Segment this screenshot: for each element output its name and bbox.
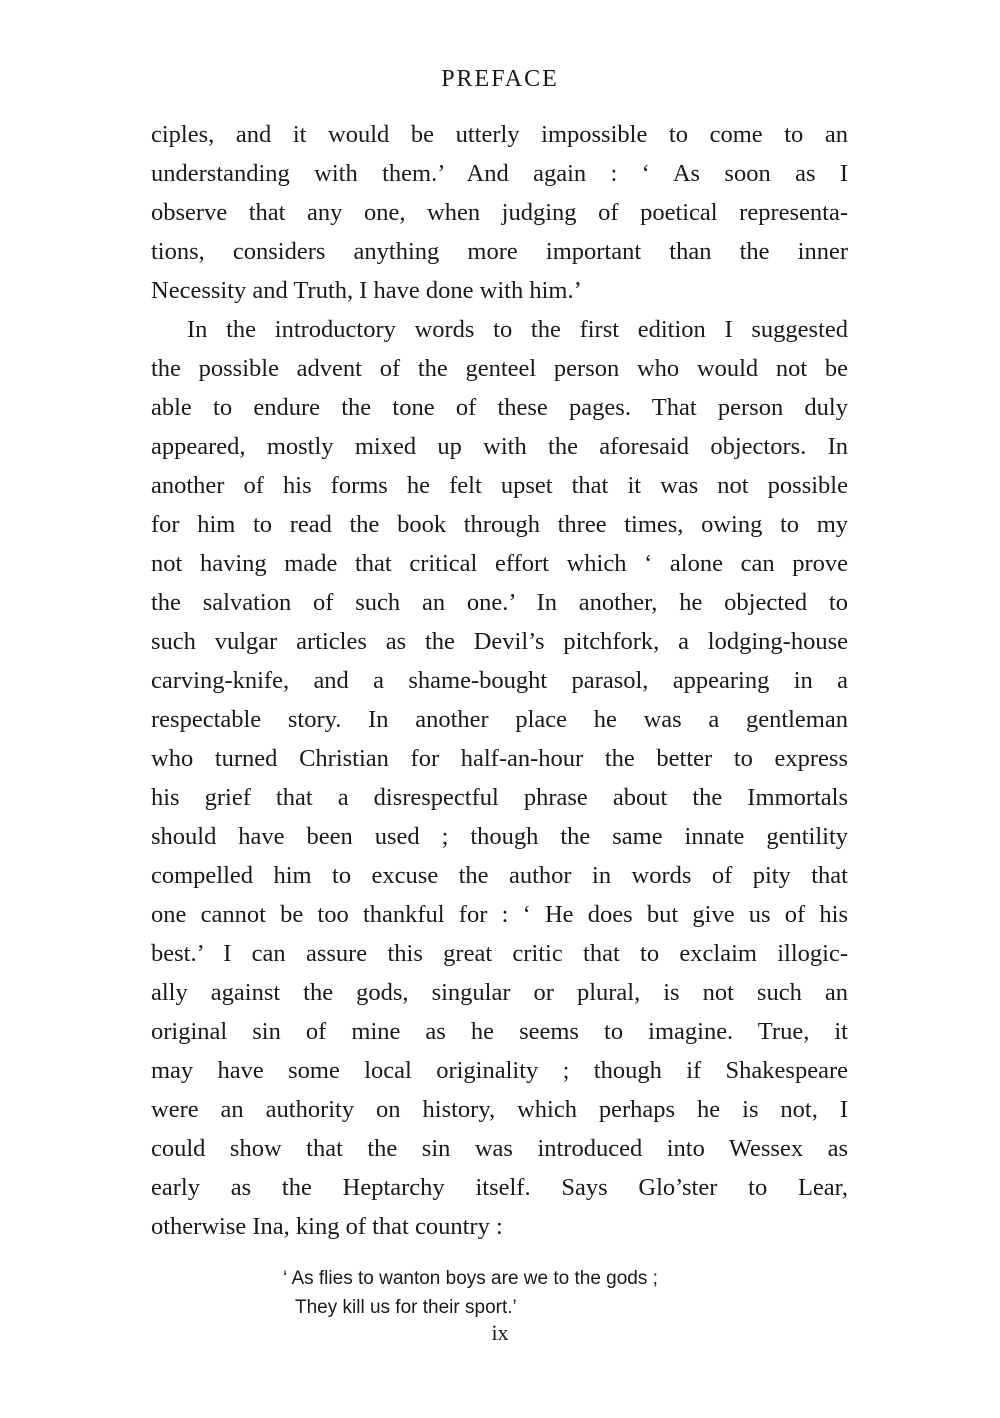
quotation-line: ‘ As flies to wanton boys are we to the gods ; [283, 1268, 658, 1289]
text-line: tions, considers anything more important than the inner [151, 238, 848, 265]
text-line: could show that the sin was introduced into Wessex as [151, 1135, 848, 1162]
text-line: not having made that critical effort which ‘ alone can prove [151, 550, 848, 577]
text-line: who turned Christian for half-an-hour the better to express [151, 745, 848, 772]
paragraph-first-line: In the introductory words to the first edition I suggested [187, 316, 848, 343]
text-line: original sin of mine as he seems to imagine. True, it [151, 1018, 848, 1045]
text-line: carving-knife, and a shame-bought parasol, appearing in a [151, 667, 848, 694]
text-line: respectable story. In another place he was a gentleman [151, 706, 848, 733]
text-line: his grief that a disrespectful phrase about the Immortals [151, 784, 848, 811]
text-line: one cannot be too thankful for : ‘ He does but give us of his [151, 901, 848, 928]
text-line: the possible advent of the genteel person who would not be [151, 355, 848, 382]
text-line: appeared, mostly mixed up with the aforesaid objectors. In [151, 433, 848, 460]
text-line: compelled him to excuse the author in words of pity that [151, 862, 848, 889]
text-line: Necessity and Truth, I have done with him.’ [151, 277, 582, 304]
block-quotation [283, 1264, 763, 1322]
text-line: the salvation of such an one.’ In another, he objected to [151, 589, 848, 616]
body-text [151, 115, 848, 1246]
text-line: otherwise Ina, king of that country : [151, 1213, 503, 1240]
text-line: able to endure the tone of these pages. That person duly [151, 394, 848, 421]
text-line: such vulgar articles as the Devil’s pitchfork, a lodging-house [151, 628, 848, 655]
text-line: best.’ I can assure this great critic that to exclaim illogic- [151, 940, 848, 967]
text-line: for him to read the book through three times, owing to my [151, 511, 848, 538]
running-head: PREFACE [441, 66, 559, 92]
text-line: observe that any one, when judging of poetical representa- [151, 199, 848, 226]
text-line: should have been used ; though the same innate gentility [151, 823, 848, 850]
page-number: ix [491, 1320, 509, 1345]
text-line: may have some local originality ; though if Shakespeare [151, 1057, 848, 1084]
text-line: another of his forms he felt upset that it was not possible [151, 472, 848, 499]
text-line: ciples, and it would be utterly impossible to come to an [151, 121, 848, 148]
text-line: ally against the gods, singular or plural, is not such an [151, 979, 848, 1006]
quotation-line: They kill us for their sport.’ [295, 1297, 517, 1318]
text-line: were an authority on history, which perhaps he is not, I [151, 1096, 848, 1123]
text-line: early as the Heptarchy itself. Says Glo’ster to Lear, [151, 1174, 848, 1201]
text-line: understanding with them.’ And again : ‘ As soon as I [151, 160, 848, 187]
